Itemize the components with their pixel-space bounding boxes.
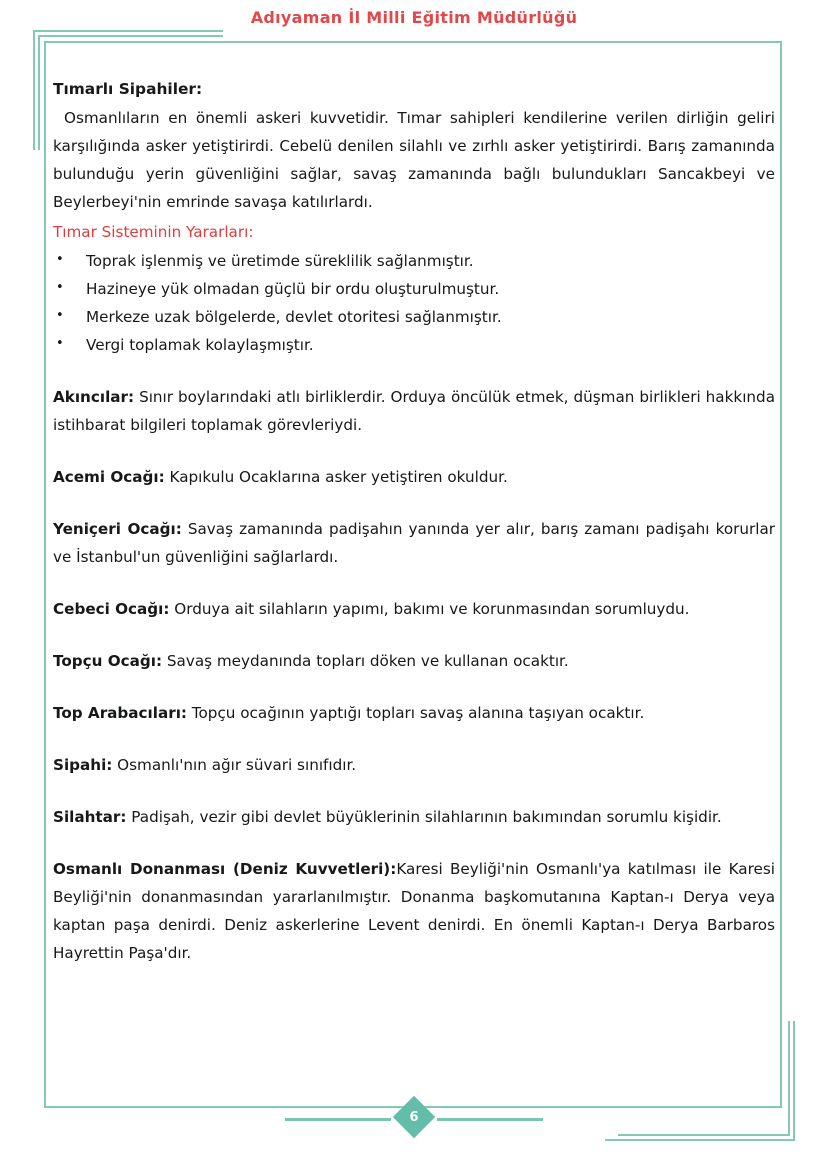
entry-label: Topçu Ocağı: <box>53 652 163 670</box>
entry-label: Acemi Ocağı: <box>53 468 165 486</box>
entry-label: Yeniçeri Ocağı: <box>53 520 182 538</box>
entry-paragraph <box>53 515 775 571</box>
entry-text: Kapıkulu Ocaklarına asker yetiştiren okuldur. <box>164 468 508 486</box>
entry-label: Akıncılar: <box>53 388 135 406</box>
entry-cebeci-ocagi <box>53 595 775 623</box>
entry-paragraph <box>53 699 775 727</box>
entry-paragraph <box>53 647 775 675</box>
entry-text: Padişah, vezir gibi devlet büyüklerinin silahlarının bakımından sorumlu kişidir. <box>126 808 722 826</box>
entry-label: Sipahi: <box>53 756 113 774</box>
entry-sipahi <box>53 751 775 779</box>
benefits-heading: Tımar Sisteminin Yararları: <box>53 223 254 241</box>
entry-text: Orduya ait silahların yapımı, bakımı ve korunmasından sorumluydu. <box>169 600 690 618</box>
timarli-heading: Tımarlı Sipahiler: <box>53 80 203 98</box>
footer-rule-left <box>285 1118 391 1121</box>
entry-yeniceri-ocagi <box>53 515 775 571</box>
section-timar-benefits <box>53 218 775 359</box>
entry-label: Top Arabacıları: <box>53 704 187 722</box>
section-timarli-sipahiler <box>53 75 775 216</box>
entry-topcu-ocagi <box>53 647 775 675</box>
footer-rule-right <box>437 1118 543 1121</box>
list-item: • Vergi toplamak kolaylaşmıştır. <box>53 331 775 359</box>
entry-akincilar <box>53 383 775 439</box>
entry-paragraph <box>53 751 775 779</box>
entry-text: Savaş zamanında padişahın yanında yer alır, barış zamanı padişahı korurlar ve İstanbul'un güvenliğini sağlarlardı. <box>53 520 775 566</box>
entry-top-arabacilari <box>53 699 775 727</box>
entry-paragraph <box>53 803 775 831</box>
entry-paragraph <box>53 855 775 967</box>
entry-label: Osmanlı Donanması (Deniz Kuvvetleri): <box>53 860 397 878</box>
entry-label: Silahtar: <box>53 808 127 826</box>
entry-text: Sınır boylarındaki atlı birliklerdir. Orduya öncülük etmek, düşman birlikleri hakkında istihbarat bilgileri toplamak görevleriydi. <box>53 388 775 434</box>
entry-text: Topçu ocağının yaptığı topları savaş alanına taşıyan ocaktır. <box>186 704 645 722</box>
entry-osmanli-donanmasi <box>53 855 775 967</box>
entry-paragraph <box>53 595 775 623</box>
page-header-title: Adıyaman İl Milli Eğitim Müdürlüğü <box>250 8 578 27</box>
entry-paragraph <box>53 463 775 491</box>
entry-acemi-ocagi <box>53 463 775 491</box>
page-number-label: 6 <box>409 1109 419 1125</box>
list-item: • Toprak işlenmiş ve üretimde süreklilik sağlanmıştır. <box>53 247 775 275</box>
list-item: • Hazineye yük olmadan güçlü bir ordu oluşturulmuştur. <box>53 275 775 303</box>
document-body <box>53 75 775 967</box>
entry-text: Savaş meydanında topları döken ve kullanan ocaktır. <box>162 652 569 670</box>
entry-text: Karesi Beyliği'nin Osmanlı'ya katılması ile Karesi Beyliği'nin donanmasından yararlanılmıştır. Donanma başkomutanına Kaptan-ı Derya veya kaptan paşa denirdi. Deniz askerlerine Levent denirdi. En önemli Kaptan-ı Derya Barbaros Hayrettin Paşa'dır. <box>53 860 775 962</box>
page-footer <box>0 1102 828 1136</box>
list-item: • Merkeze uzak bölgelerde, devlet otoritesi sağlanmıştır. <box>53 303 775 331</box>
benefits-list <box>53 247 775 359</box>
entry-text: Osmanlı'nın ağır süvari sınıfıdır. <box>112 756 357 774</box>
timarli-paragraph: Osmanlıların en önemli askeri kuvvetidir. Tımar sahipleri kendilerine verilen dirliğin geliri karşılığında asker yetiştirirdi. Cebelü denilen silahlı ve zırhlı asker yetiştirirdi. Barış zamanında bulunduğu yerin güvenliğini sağlar, savaş zamanında bağlı bulundukları Sancakbeyi ve Beylerbeyi'nin emrinde savaşa katılırlardı. <box>53 109 775 211</box>
entry-paragraph <box>53 383 775 439</box>
entry-silahtar <box>53 803 775 831</box>
entry-label: Cebeci Ocağı: <box>53 600 170 618</box>
